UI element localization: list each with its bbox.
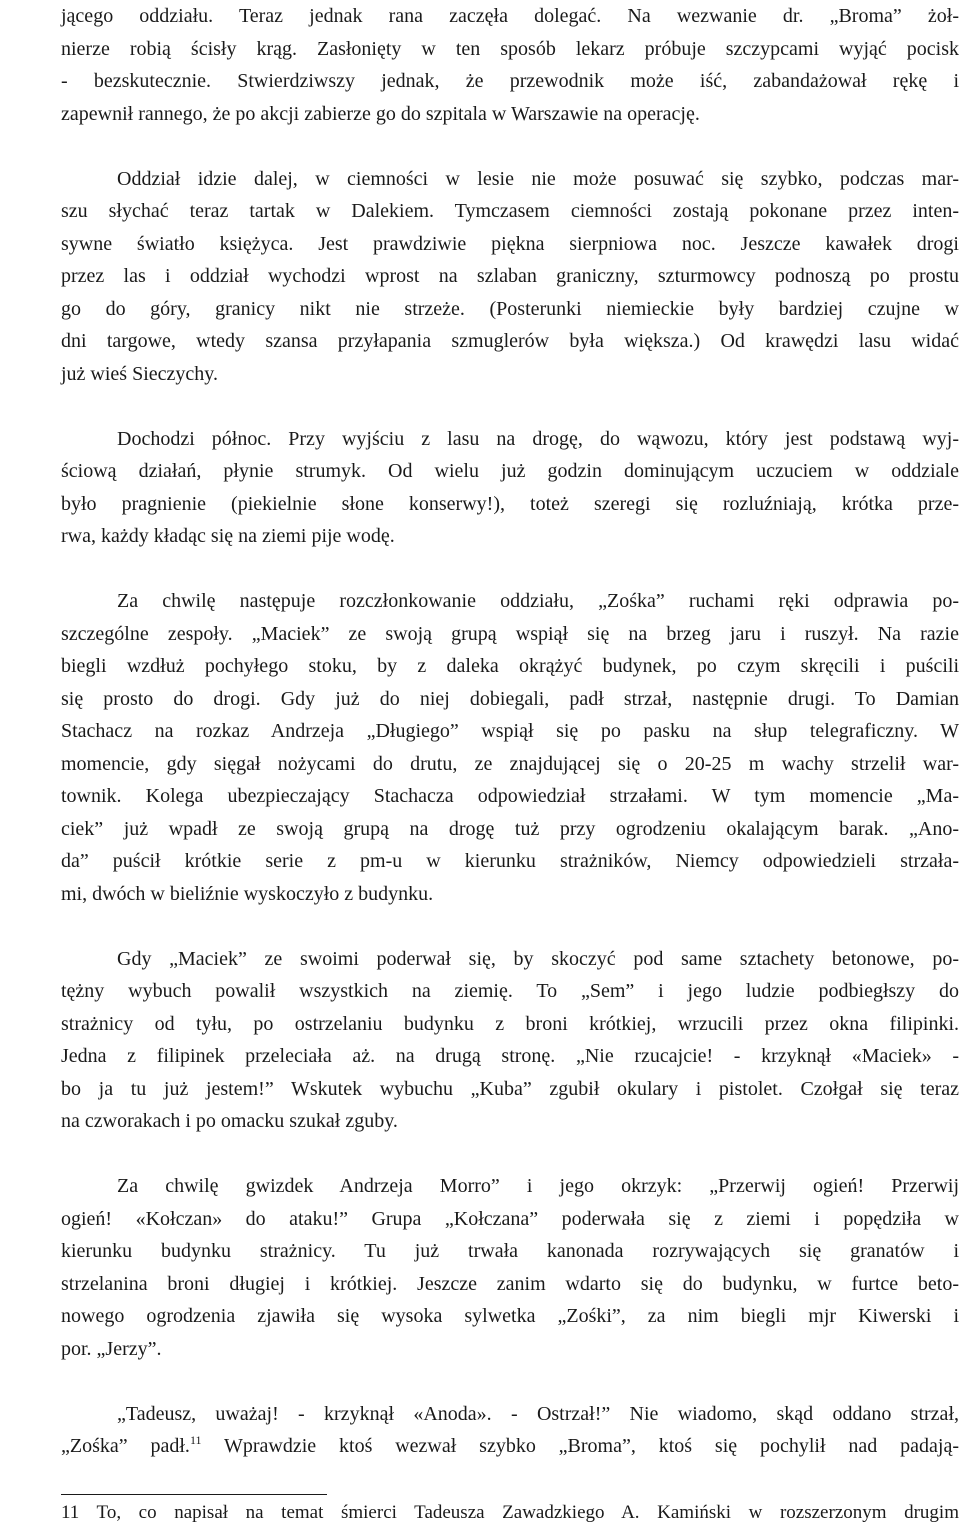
text-line: - bezskutecznie. Stwierdziwszy jednak, że przewodnik może iść, zabandażował rękę i — [61, 70, 959, 92]
paragraph-gap — [61, 1365, 959, 1398]
text-line: tężny wybuch powalił wszystkich na ziemię. To „Sem” i jego ludzie podbiegłszy do — [61, 980, 959, 1002]
text-line: „Tadeusz, uważaj! - krzyknął «Anoda». - Ostrzał!” Nie wiadomo, skąd oddano strzał, — [117, 1402, 959, 1425]
paragraph — [61, 0, 959, 130]
text-segment: Wprawdzie ktoś wezwał szybko „Broma”, ktoś się pochylił nad padają- — [201, 1435, 959, 1457]
text-line: Jedna z filipinek przeleciała aż. na drugą stronę. „Nie rzucajcie! - krzyknął «Maciek» - — [61, 1045, 959, 1067]
paragraph-gap — [61, 910, 959, 943]
text-line: Za chwilę następuje rozczłonkowanie oddziału, „Zośka” ruchami ręki odprawia po- — [117, 590, 959, 612]
document-page — [61, 0, 959, 1463]
text-line: już wieś Sieczychy. — [61, 362, 218, 385]
paragraph — [61, 943, 959, 1138]
text-line: sywne światło księżyca. Jest prawdziwie piękna sierpniowa noc. Jeszcze kawałek drogi — [61, 232, 959, 255]
text-line: biegli wzdłuż pochyłego stoku, by z daleka okrążyć budynek, po czym skręcili i puścili — [61, 655, 959, 677]
text-line: Oddział idzie dalej, w ciemności w lesie nie może posuwać się szybko, podczas mar- — [117, 167, 959, 190]
text-line: Stachacz na rozkaz Andrzeja „Długiego” wspiął się po pasku na słup telegraficzny. W — [61, 720, 959, 742]
footnote-divider — [61, 1494, 327, 1495]
text-line: ogień! «Kołczan» do ataku!” Grupa „Kołczana” poderwała się z ziemi i popędziła w — [61, 1207, 959, 1230]
paragraph — [61, 163, 959, 391]
text-line: się prosto do drogi. Gdy już do niej dobiegali, padł strzał, następnie drugi. To Damian — [61, 687, 959, 710]
text-line: szu słychać teraz tartak w Dalekiem. Tymczasem ciemności zostają pokonane przez inten- — [61, 200, 959, 222]
text-line: da” puścił krótkie serie z pm-u w kierunku strażników, Niemcy odpowiedzieli strzała- — [61, 850, 959, 872]
text-line: przez las i oddział wychodzi wprost na szlaban graniczny, szturmowcy podnoszą po prostu — [61, 265, 959, 287]
text-line: por. „Jerzy”. — [61, 1337, 162, 1360]
text-line: bo ja tu już jestem!” Wskutek wybuchu „Kuba” zgubił okulary i pistolet. Czołgał się teraz — [61, 1077, 959, 1100]
footnote: 11 To, co napisał na temat śmierci Tadeusza Zawadzkiego A. Kamiński w rozszerzonym drugim — [61, 1502, 959, 1523]
paragraph-gap — [61, 553, 959, 586]
text-line: dni targowe, wtedy szansa przyłapania szmuglerów była większa.) Od krawędzi lasu widać — [61, 330, 959, 352]
text-line: nierze robią ścisły krąg. Zasłonięty w ten sposób lekarz próbuje szczypcami wyjąć pocisk — [61, 37, 959, 60]
text-line: mi, dwóch w bieliźnie wyskoczyło z budynku. — [61, 882, 434, 905]
text-line: zapewnił rannego, że po akcji zabierze go do szpitala w Warszawie na operację. — [61, 102, 700, 125]
paragraph — [61, 1398, 959, 1463]
text-line: nowego ogrodzenia zjawiła się wysoka sylwetka „Zośki”, za nim biegli mjr Kiwerski i — [61, 1305, 959, 1327]
text-line: rwa, każdy kładąc się na ziemi pije wodę. — [61, 525, 395, 547]
text-line: strzelanina broni długiej i krótkiej. Jeszcze zanim wdarto się do budynku, w furtce beto- — [61, 1272, 959, 1295]
text-line: kierunku budynku strażnicy. Tu już trwała kanonada rozrywających się granatów i — [61, 1240, 959, 1262]
text-line: Gdy „Maciek” ze swoimi poderwał się, by skoczyć pod same sztachety betonowe, po- — [117, 947, 959, 970]
text-line: jącego oddziału. Teraz jednak rana zaczęła dolegać. Na wezwanie dr. „Broma” żoł- — [61, 5, 959, 27]
text-line: było pragnienie (piekielnie słone konserwy!), toteż szeregi się rozluźniają, krótka prze- — [61, 492, 959, 515]
text-line: go do góry, granicy nikt nie strzeże. (Posterunki niemieckie były bardziej czujne w — [61, 297, 959, 320]
text-line: Dochodzi północ. Przy wyjściu z lasu na drogę, do wąwozu, który jest podstawą wyj- — [117, 427, 959, 450]
text-line: szczególne zespoły. „Maciek” ze swoją grupą wspiął się na brzeg jaru i ruszył. Na razie — [61, 622, 959, 645]
text-line: strażnicy od tyłu, po ostrzelaniu budynku z broni krótkiej, wrzucili przez okna filipinki. — [61, 1012, 959, 1035]
paragraph — [61, 423, 959, 553]
text-segment: „Zośka” padł. — [61, 1435, 190, 1457]
body-text — [61, 0, 959, 1463]
paragraph — [61, 1170, 959, 1365]
footnote-reference: 11 — [189, 1433, 202, 1447]
text-line — [61, 1430, 959, 1463]
paragraph-gap — [61, 1138, 959, 1171]
text-line: na czworakach i po omacku szukał zguby. — [61, 1110, 398, 1132]
paragraph — [61, 585, 959, 910]
text-line: ciek” już wpadł ze swoją grupą na drogę tuż przy ogrodzeniu okalającym barak. „Ano- — [61, 817, 959, 840]
text-line: townik. Kolega ubezpieczający Stachacza odpowiedział strzałami. W tym momencie „Ma- — [61, 785, 959, 807]
text-line: Za chwilę gwizdek Andrzeja Morro” i jego okrzyk: „Przerwij ogień! Przerwij — [117, 1175, 959, 1197]
paragraph-gap — [61, 390, 959, 423]
text-line: ściową działań, płynie strumyk. Od wielu już godzin dominującym uczuciem w oddziale — [61, 460, 959, 482]
paragraph-gap — [61, 130, 959, 163]
text-line: momencie, gdy sięgał nożycami do drutu, ze znajdującej się o 20-25 m wachy strzelił war- — [61, 752, 959, 775]
